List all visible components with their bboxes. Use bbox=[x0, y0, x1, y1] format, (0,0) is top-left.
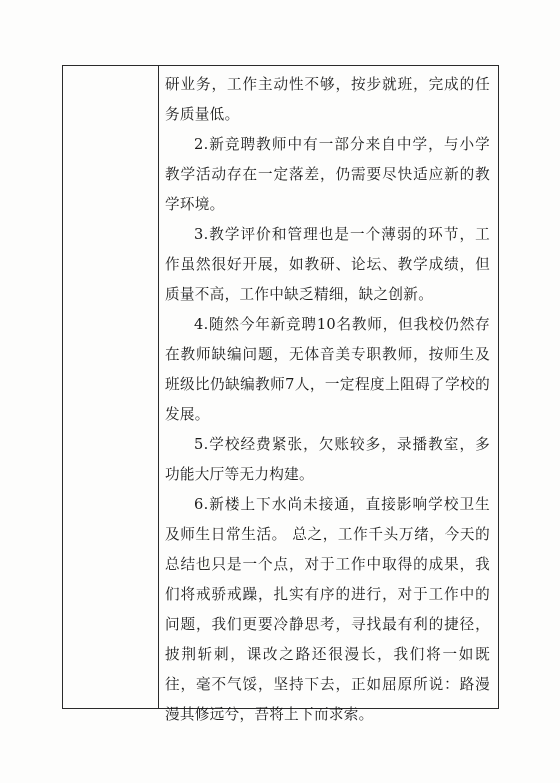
paragraph-item-6-summary: 6.新楼上下水尚未接通，直接影响学校卫生及师生日常生活。 总之，工作千头万绪，今天的总结也只是一个点，对于工作中取得的成果，我们将戒骄戒躁，扎实有序的进行，对于工作中的问题，我们更要冷静思考，寻找最有利的捷径，披荆斩刺，课改之路还很漫长，我们将一如既往，毫不气馁，坚持下去，正如屈原所说：路漫漫其修远兮，吾将上下而求索。 bbox=[165, 496, 490, 723]
paragraph-item-4: 4.随然今年新竞聘10名教师，但我校仍然存在教师缺编问题，无体音美专职教师，按师生及班级比仍缺编教师7人，一定程度上阻碍了学校的发展。 bbox=[165, 316, 490, 423]
paragraph-item-3: 3.教学评价和管理也是一个薄弱的环节，工作虽然很好开展，如教研、论坛、教学成绩，但质量不高，工作中缺乏精细，缺之创新。 bbox=[165, 226, 490, 303]
report-table bbox=[62, 65, 499, 723]
paragraph-item-5: 5.学校经费紧张，欠账较多，录播教室，多功能大厅等无力构建。 bbox=[165, 436, 490, 483]
paragraph-item-2: 2.新竞聘教师中有一部分来自中学，与小学教学活动存在一定落差，仍需要尽快适应新的教学环境。 bbox=[165, 136, 490, 213]
table-label-column bbox=[63, 66, 159, 708]
table-content-cell bbox=[159, 66, 498, 723]
paragraph-continuation: 研业务，工作主动性不够，按步就班，完成的任务质量低。 bbox=[165, 76, 490, 123]
